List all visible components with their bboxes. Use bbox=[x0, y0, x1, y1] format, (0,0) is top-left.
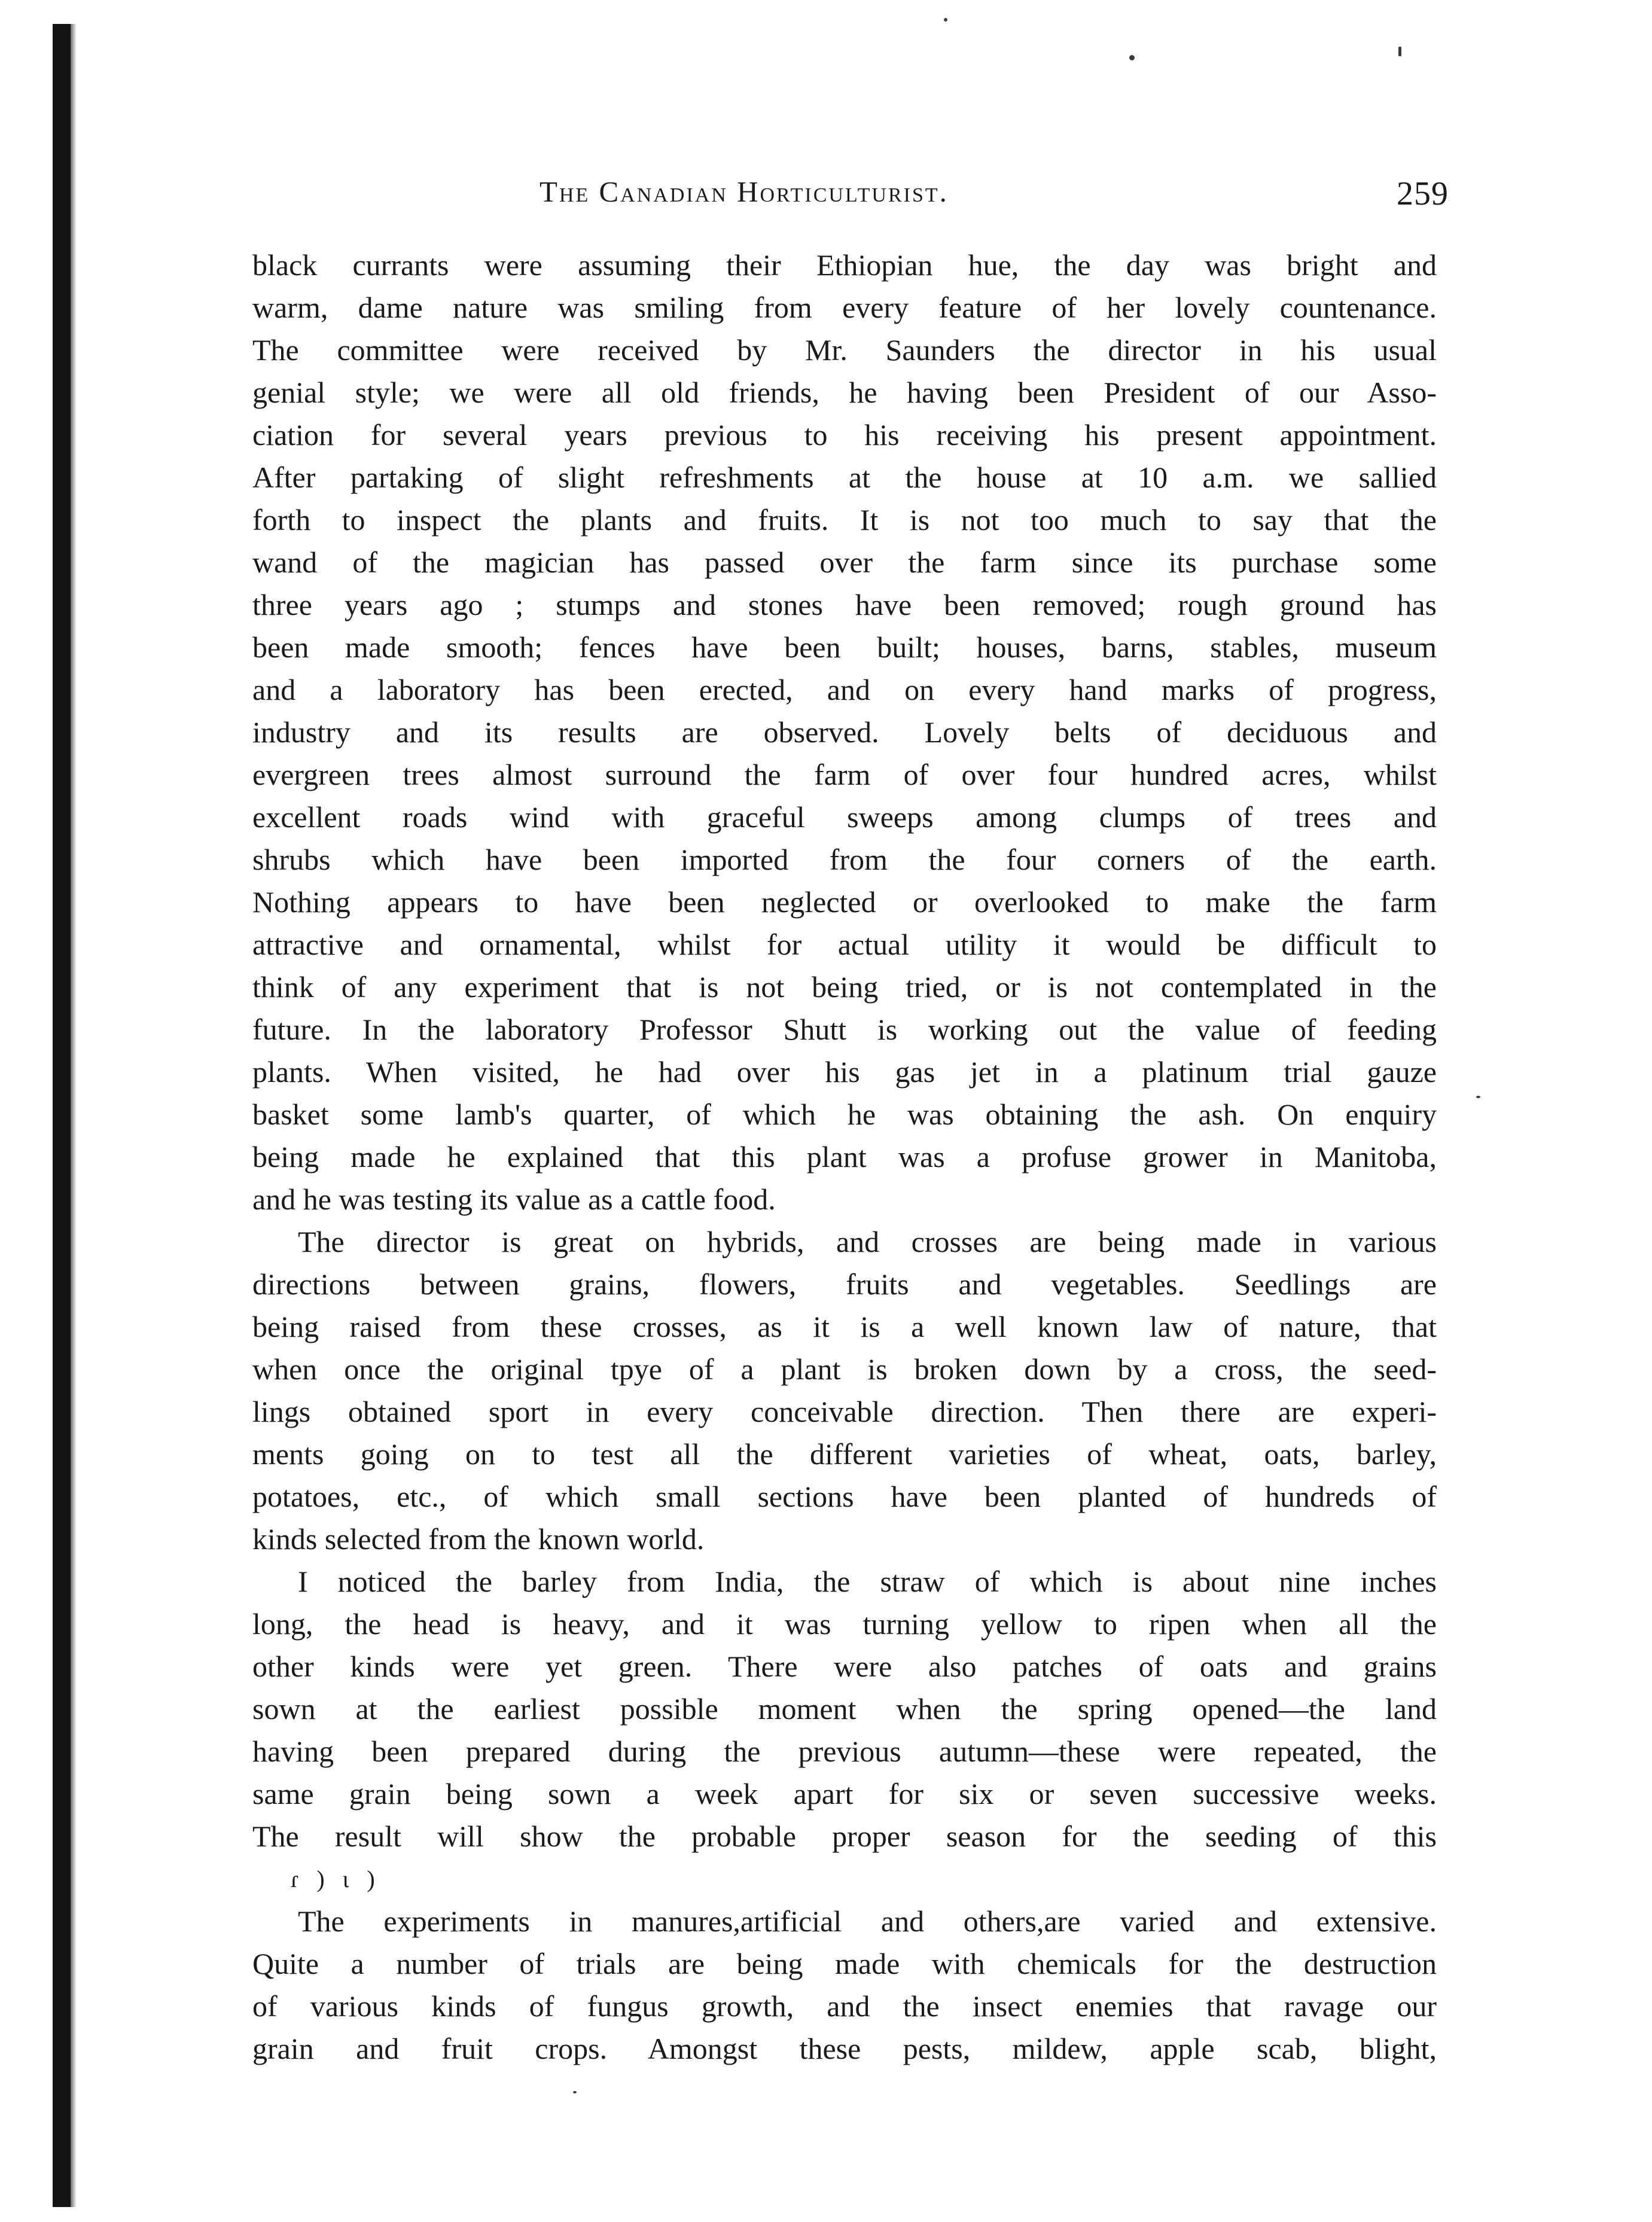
text-line: other kinds were yet green. There were also patches of oats and grains bbox=[252, 1650, 1437, 1683]
scan-speck bbox=[1476, 1096, 1480, 1098]
text-line: grain and fruit crops. Amongst these pests, mildew, apple scab, blight, bbox=[252, 2032, 1437, 2065]
text-line: Quite a number of trials are being made with chemicals for the destruction bbox=[252, 1947, 1437, 1980]
text-line: same grain being sown a week apart for six or seven successive weeks. bbox=[252, 1777, 1437, 1810]
text-line: three years ago ; stumps and stones have been removed; rough ground has bbox=[252, 588, 1437, 621]
paragraph bbox=[252, 1560, 1437, 1900]
text-line: having been prepared during the previous autumn—these were repeated, the bbox=[252, 1735, 1437, 1768]
journal-title: The Canadian Horticulturist. bbox=[540, 175, 949, 208]
text-line: After partaking of slight refreshments at the house at 10 a.m. we sallied bbox=[252, 461, 1437, 494]
text-line: The result will show the probable proper season for the seeding of this bbox=[252, 1819, 1437, 1853]
text-line: lings obtained sport in every conceivable direction. Then there are experi- bbox=[252, 1395, 1437, 1428]
text-line: The director is great on hybrids, and crosses are being made in various bbox=[298, 1225, 1437, 1258]
text-line: of various kinds of fungus growth, and the insect enemies that ravage our bbox=[252, 1989, 1437, 2023]
running-header bbox=[252, 175, 1449, 222]
text-line: forth to inspect the plants and fruits. It is not too much to say that the bbox=[252, 503, 1437, 537]
text-line: directions between grains, flowers, fruits and vegetables. Seedlings are bbox=[252, 1267, 1437, 1301]
text-line: plants. When visited, he had over his gas jet in a platinum trial gauze bbox=[252, 1055, 1437, 1089]
text-line: being made he explained that this plant was a profuse grower in Manitoba, bbox=[252, 1140, 1437, 1174]
page-number: 259 bbox=[1397, 175, 1449, 212]
text-line: excellent roads wind with graceful sweeps among clumps of trees and bbox=[252, 800, 1437, 834]
paragraph bbox=[252, 244, 1437, 1221]
text-line: wand of the magician has passed over the farm since its purchase some bbox=[252, 545, 1437, 579]
text-line: when once the original tpye of a plant is broken down by a cross, the seed- bbox=[252, 1352, 1437, 1386]
page-binding-shadow bbox=[71, 24, 77, 2207]
text-line: ments going on to test all the different varieties of wheat, oats, barley, bbox=[252, 1437, 1437, 1471]
scan-speck bbox=[944, 18, 947, 22]
text-line: been made smooth; fences have been built; houses, barns, stables, museum bbox=[252, 630, 1437, 664]
trailing-fragment: ɾ ) ɩ ) bbox=[291, 1866, 381, 1892]
text-line: potatoes, etc., of which small sections have been planted of hundreds of bbox=[252, 1480, 1437, 1513]
text-line: and he was testing its value as a cattle food. bbox=[252, 1182, 776, 1216]
text-line: kinds selected from the known world. bbox=[252, 1522, 705, 1556]
text-line: evergreen trees almost surround the farm of over four hundred acres, whilst bbox=[252, 758, 1437, 791]
text-line: and a laboratory has been erected, and on every hand marks of progress, bbox=[252, 673, 1437, 706]
text-line: long, the head is heavy, and it was turning yellow to ripen when all the bbox=[252, 1607, 1437, 1641]
scan-speck bbox=[1129, 55, 1135, 60]
text-line: being raised from these crosses, as it is a well known law of nature, that bbox=[252, 1310, 1437, 1343]
text-line: basket some lamb's quarter, of which he was obtaining the ash. On enquiry bbox=[252, 1098, 1437, 1131]
text-line: attractive and ornamental, whilst for actual utility it would be difficult to bbox=[252, 928, 1437, 961]
text-line: think of any experiment that is not being tried, or is not contemplated in the bbox=[252, 970, 1437, 1004]
text-line: sown at the earliest possible moment when the spring opened—the land bbox=[252, 1692, 1437, 1726]
text-line: The experiments in manures,artificial and others,are varied and extensive. bbox=[298, 1904, 1437, 1938]
text-line: I noticed the barley from India, the straw of which is about nine inches bbox=[298, 1565, 1437, 1598]
page-binding-edge bbox=[53, 24, 71, 2207]
paragraph bbox=[252, 1900, 1437, 2070]
article-body bbox=[252, 244, 1437, 2070]
text-line: ciation for several years previous to his receiving his present appointment. bbox=[252, 418, 1437, 452]
paragraph bbox=[252, 1221, 1437, 1560]
text-line: Nothing appears to have been neglected or overlooked to make the farm bbox=[252, 885, 1437, 919]
text-line: black currants were assuming their Ethiopian hue, the day was bright and bbox=[252, 248, 1437, 282]
text-line: genial style; we were all old friends, he having been President of our Asso- bbox=[252, 376, 1437, 409]
text-line: shrubs which have been imported from the four corners of the earth. bbox=[252, 843, 1437, 876]
scan-speck bbox=[573, 2091, 577, 2093]
text-line: warm, dame nature was smiling from every feature of her lovely countenance. bbox=[252, 291, 1437, 324]
text-line: industry and its results are observed. Lovely belts of deciduous and bbox=[252, 715, 1437, 749]
text-line: The committee were received by Mr. Saunders the director in his usual bbox=[252, 333, 1437, 367]
text-line: future. In the laboratory Professor Shutt is working out the value of feeding bbox=[252, 1013, 1437, 1046]
scan-speck bbox=[1398, 47, 1401, 56]
